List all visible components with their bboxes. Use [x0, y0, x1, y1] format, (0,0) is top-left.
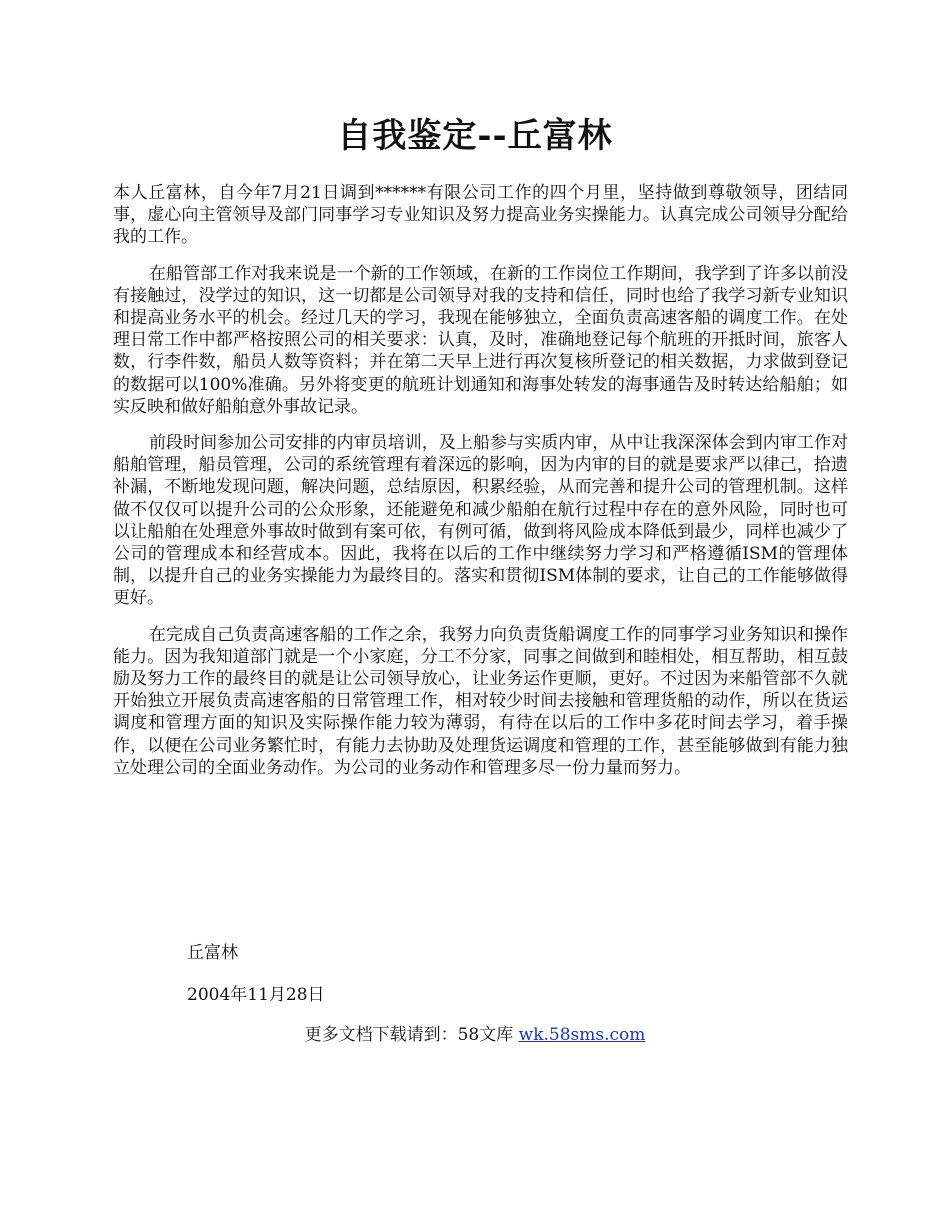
paragraph-internal-audit: 前段时间参加公司安排的内审员培训，及上船参与实质内审，从中让我深深体会到内审工作对船舶管理，船员管理，公司的系统管理有着深远的影响，因为内审的目的就是要求严以律己，拾遗补漏，不断地发现问题，解决问题，总结原因，积累经验，从而完善和提升公司的管理机制。这样做不仅仅可以提升公司的公众形象，还能避免和减少船舶在航行过程中存在的意外风险，同时也可以让船舶在处理意外事故时做到有案可依，有例可循，做到将风险成本降低到最少，同样也减少了公司的管理成本和经营成本。因此，我将在以后的工作中继续努力学习和严格遵循ISM的管理体制，以提升自己的业务实操能力为最终目的。落实和贯彻ISM体制的要求，让自己的工作能够做得更好。 [113, 433, 848, 609]
footer-download-note [0, 1024, 950, 1046]
paragraph-ship-management: 在船管部工作对我来说是一个新的工作领域，在新的工作岗位工作期间，我学到了许多以前没有接触过，没学过的知识，这一切都是公司领导对我的支持和信任，同时也给了我学习新专业知识和提高业务水平的机会。经过几天的学习，我现在能够独立，全面负责高速客船的调度工作。在处理日常工作中都严格按照公司的相关要求：认真，及时，准确地登记每个航班的开抵时间，旅客人数，行李件数，船员人数等资料；并在第二天早上进行再次复核所登记的相关数据，力求做到登记的数据可以100%准确。另外将变更的航班计划通知和海事处转发的海事通告及时转达给船舶；如实反映和做好船舶意外事故记录。 [113, 263, 848, 417]
signature-date: 2004年11月28日 [187, 985, 325, 1005]
signature-name: 丘富林 [187, 943, 238, 963]
document-body [113, 182, 848, 793]
document-title: 自我鉴定--丘富林 [337, 116, 613, 156]
paragraph-intro: 本人丘富林，自今年7月21日调到******有限公司工作的四个月里，坚持做到尊敬领导，团结同事，虚心向主管领导及部门同事学习专业知识及努力提高业务实操能力。认真完成公司领导分配给我的工作。 [113, 183, 848, 248]
footer-prefix: 更多文档下载请到：58文库 [304, 1025, 519, 1045]
footer-link[interactable]: wk.58sms.com [518, 1025, 646, 1045]
paragraph-cargo-learning: 在完成自己负责高速客船的工作之余，我努力向负责货船调度工作的同事学习业务知识和操作能力。因为我知道部门就是一个小家庭，分工不分家，同事之间做到和睦相处，相互帮助，相互鼓励及努力工作的最终目的就是让公司领导放心，让业务运作更顺，更好。不过因为来船管部不久就开始独立开展负责高速客船的日常管理工作，相对较少时间去接触和管理货船的动作，所以在货运调度和管理方面的知识及实际操作能力较为薄弱，有待在以后的工作中多花时间去学习，着手操作，以便在公司业务繁忙时，有能力去协助及处理货运调度和管理的工作，甚至能够做到有能力独立处理公司的全面业务动作。为公司的业务动作和管理多尽一份力量而努力。 [113, 624, 848, 778]
